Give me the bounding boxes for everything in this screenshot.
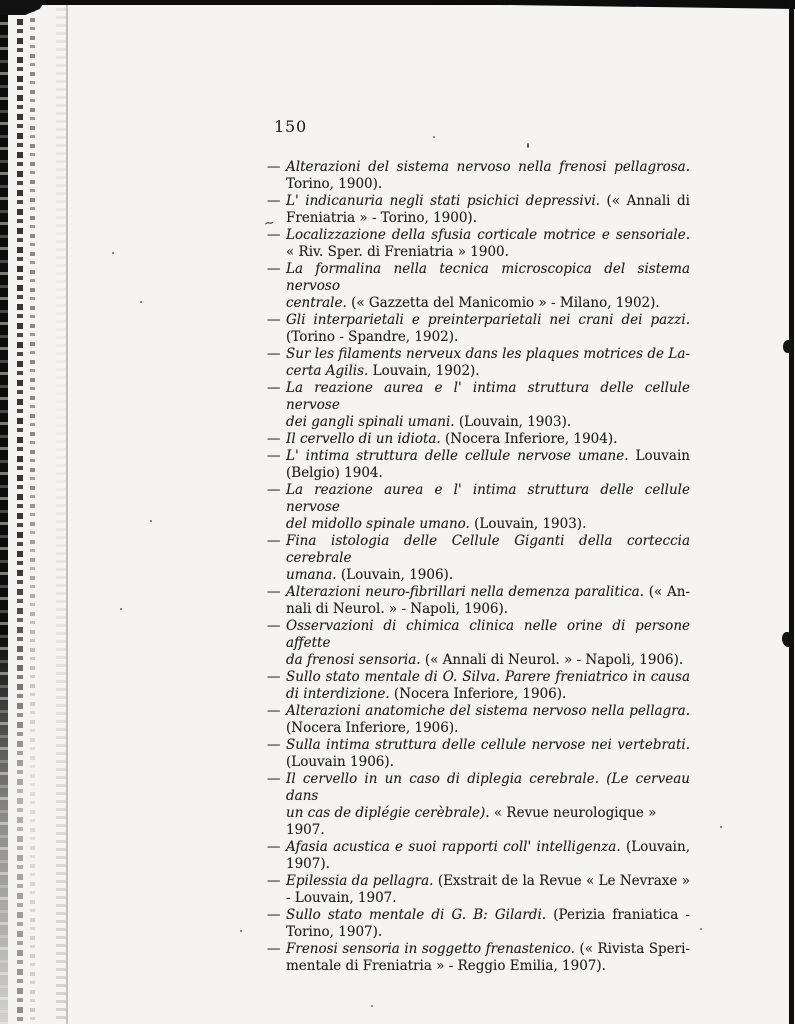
entry-line: [267, 686, 690, 703]
entry-dash-glyph: —: [267, 771, 281, 787]
entry-title-text: Afasia acustica e suoi rapporti coll' intelligenza.: [286, 839, 626, 855]
bibliography-entry: [267, 907, 690, 941]
bibliography-entry: [267, 227, 690, 261]
entry-line: [267, 618, 690, 652]
entry-line: [267, 601, 690, 618]
bibliography-entry: [267, 669, 690, 703]
entry-line: [267, 346, 690, 363]
entry-publication-text: (Nocera Inferiore, 1906).: [286, 720, 459, 736]
entry-line: [267, 448, 690, 465]
entry-publication-text: (Torino - Spandre, 1902).: [286, 329, 459, 345]
entry-line: [267, 941, 690, 958]
entry-publication-text: Louvain: [635, 448, 690, 464]
entry-publication-text: (« Rivista Speri-: [579, 941, 690, 957]
entry-dash-glyph: —: [267, 448, 281, 464]
entry-publication-text: « Revue neurologique » 1907.: [286, 805, 657, 838]
bibliography-entry: [267, 618, 690, 669]
entry-line: [267, 193, 690, 210]
entry-title-text: La reazione aurea e l' intima struttura delle cellule nervose: [286, 380, 690, 413]
entry-publication-text: (Louvain, 1903).: [458, 414, 572, 430]
binding-streak: [30, 0, 35, 1024]
entry-title-text: L' intima struttura delle cellule nervose umane.: [286, 448, 636, 464]
entry-publication-text: (« Annali di: [606, 193, 690, 209]
entry-title-text: certa Agilis.: [286, 363, 373, 379]
entry-publication-text: (« Gazzetta del Manicomio » - Milano, 1902).: [351, 295, 660, 311]
entry-line: [267, 261, 690, 295]
entry-publication-text: (« An-: [648, 584, 690, 600]
entry-publication-text: Torino, 1907).: [286, 924, 383, 940]
entry-publication-text: nali di Neurol. » - Napoli, 1906).: [286, 601, 509, 617]
bibliography-entry: [267, 771, 690, 839]
entry-dash-glyph: —: [267, 703, 281, 719]
entry-publication-text: - Louvain, 1907.: [286, 890, 397, 906]
entry-dash-glyph: —: [267, 227, 281, 243]
entry-line: [267, 380, 690, 414]
entry-dash-glyph: —: [267, 737, 281, 753]
entry-dash-glyph: —: [267, 482, 281, 498]
entry-publication-text: Freniatria » - Torino, 1900).: [286, 210, 477, 226]
entry-line: [267, 312, 690, 329]
entry-dash-glyph: —: [267, 312, 281, 328]
entry-line: [267, 227, 690, 244]
entry-line: [267, 890, 690, 907]
entry-title-text: da frenosi sensoria.: [286, 652, 425, 668]
entry-line: [267, 516, 690, 533]
entry-title-text: Gli interparietali e preinterparietali nei crani dei pazzi.: [286, 312, 690, 328]
entry-title-text: Alterazioni neuro-fibrillari nella demenza paralitica.: [286, 584, 649, 600]
margin-mark: ~: [263, 215, 276, 232]
entry-title-text: centrale.: [286, 295, 352, 311]
entry-title-text: Il cervello in un caso di diplegia cerebrale. (Le cerveau dans: [286, 771, 690, 804]
bibliography-entry: [267, 346, 690, 380]
entry-line: [267, 329, 690, 346]
bibliography-entry: [267, 482, 690, 533]
entry-publication-text: (Perizia franiatica -: [553, 907, 690, 923]
entry-title-text: Alterazioni anatomiche del sistema nervoso nella pellagra.: [286, 703, 690, 719]
entry-title-text: un cas de diplégie cerèbrale).: [286, 805, 494, 821]
entry-title-text: Sullo stato mentale di G. B: Gilardi.: [286, 907, 554, 923]
entry-publication-text: Torino, 1900).: [286, 176, 383, 192]
entry-title-text: umana.: [286, 567, 341, 583]
entry-title-text: Alterazioni del sistema nervoso nella frenosi pellagrosa.: [286, 159, 690, 175]
page-edge-line: [66, 0, 68, 1024]
scan-speck: [700, 928, 702, 930]
entry-publication-text: « Riv. Sper. di Freniatria » 1900.: [286, 244, 509, 260]
entry-publication-text: (Louvain, 1903).: [474, 516, 587, 532]
bibliography-entry: [267, 703, 690, 737]
scan-edge-right: [789, 0, 794, 1024]
scan-speck: [140, 301, 142, 303]
entry-publication-text: mentale di Freniatria » - Reggio Emilia, 1907).: [286, 958, 606, 974]
entry-title-text: Il cervello di un idiota.: [286, 431, 446, 447]
entry-line: [267, 754, 690, 771]
scan-speck: [240, 930, 242, 932]
scan-edge-blob: [782, 632, 793, 647]
entry-line: [267, 414, 690, 431]
entry-title-text: di interdizione.: [286, 686, 394, 702]
entry-dash-glyph: —: [267, 941, 281, 957]
entry-publication-text: (Belgio) 1904.: [286, 465, 383, 481]
entry-line: [267, 363, 690, 380]
bibliography-entry: [267, 448, 690, 482]
entry-title-text: Localizzazione della sfusia corticale motrice e sensoriale.: [286, 227, 690, 243]
entry-line: [267, 567, 690, 584]
entry-publication-text: 1907).: [286, 856, 330, 872]
bibliography-list: [267, 159, 690, 975]
entry-title-text: Epilessia da pellagra.: [286, 873, 438, 889]
binding-streak: [0, 0, 8, 1024]
entry-line: [267, 737, 690, 754]
bibliography-entry: [267, 159, 690, 193]
bibliography-entry: [267, 312, 690, 346]
scan-speck: [371, 1005, 373, 1007]
entry-publication-text: (Louvain,: [625, 839, 690, 855]
entry-title-text: dei gangli spinali umani.: [286, 414, 459, 430]
entry-dash-glyph: —: [267, 618, 281, 634]
binding-streak: [56, 0, 66, 1024]
entry-title-text: Sulla intima struttura delle cellule nervose nei vertebrati.: [286, 737, 690, 753]
bibliography-entry: [267, 839, 690, 873]
entry-line: [267, 431, 690, 448]
entry-title-text: del midollo spinale umano.: [286, 516, 475, 532]
entry-publication-text: (Nocera Inferiore, 1904).: [445, 431, 618, 447]
bibliography-entry: [267, 380, 690, 431]
entry-title-text: La formalina nella tecnica microscopica del sistema nervoso: [286, 261, 690, 294]
entry-publication-text: (« Annali di Neurol. » - Napoli, 1906).: [424, 652, 684, 668]
entry-title-text: Frenosi sensoria in soggetto frenastenico.: [286, 941, 580, 957]
entry-line: [267, 465, 690, 482]
entry-dash-glyph: —: [267, 907, 281, 923]
entry-line: [267, 176, 690, 193]
entry-title-text: Osservazioni di chimica clinica nelle orine di persone affette: [286, 618, 690, 651]
binding-streak: [17, 0, 23, 1024]
entry-line: [267, 720, 690, 737]
entry-title-text: Sur les filaments nerveux dans les plaques motrices de La-: [286, 346, 690, 362]
entry-publication-text: (Louvain 1906).: [286, 754, 394, 770]
entry-line: [267, 907, 690, 924]
page-number: 150: [274, 117, 307, 136]
entry-dash-glyph: —: [267, 873, 281, 889]
entry-line: [267, 482, 690, 516]
entry-title-text: Sullo stato mentale di O. Silva. Parere freniatrico in causa: [286, 669, 690, 685]
bibliography-entry: [267, 533, 690, 584]
scan-edge-top-wedge: [435, 0, 795, 9]
binding-shadow: [0, 0, 70, 1024]
entry-line: [267, 839, 690, 856]
entry-dash-glyph: —: [267, 669, 281, 685]
entry-line: [267, 652, 690, 669]
entry-dash-glyph: —: [267, 346, 281, 362]
bibliography-entry: [267, 193, 690, 227]
entry-dash-glyph: —: [267, 261, 281, 277]
entry-dash-glyph: —: [267, 193, 281, 209]
entry-line: [267, 669, 690, 686]
entry-publication-text: (Nocera Inferiore, 1906).: [393, 686, 567, 702]
bibliography-entry: [267, 941, 690, 975]
entry-dash-glyph: —: [267, 533, 281, 549]
scan-speck: [527, 143, 529, 148]
entry-line: [267, 210, 690, 227]
entry-line: [267, 924, 690, 941]
bibliography-entry: [267, 431, 690, 448]
entry-title-text: La reazione aurea e l' intima struttura delle cellule nervose: [286, 482, 690, 515]
bibliography-entry: [267, 261, 690, 312]
entry-line: [267, 805, 690, 839]
bibliography-entry: [267, 737, 690, 771]
entry-line: [267, 856, 690, 873]
entry-publication-text: (Louvain, 1906).: [340, 567, 454, 583]
entry-title-text: Fina istologia delle Cellule Giganti della corteccia cerebrale: [286, 533, 690, 566]
scan-speck: [433, 136, 435, 138]
entry-dash-glyph: —: [267, 431, 281, 447]
entry-line: [267, 533, 690, 567]
entry-dash-glyph: —: [267, 380, 281, 396]
scan-speck: [150, 520, 152, 522]
bibliography-entry: [267, 584, 690, 618]
entry-dash-glyph: —: [267, 584, 281, 600]
bibliography-entry: [267, 873, 690, 907]
scan-speck: [112, 252, 114, 254]
entry-dash-glyph: —: [267, 839, 281, 855]
scan-speck: [120, 608, 122, 610]
entry-line: [267, 244, 690, 261]
entry-line: [267, 771, 690, 805]
scan-speck: [720, 826, 722, 828]
entry-line: [267, 873, 690, 890]
entry-line: [267, 584, 690, 601]
entry-line: [267, 159, 690, 176]
entry-publication-text: Louvain, 1902).: [372, 363, 480, 379]
entry-line: [267, 295, 690, 312]
entry-line: [267, 703, 690, 720]
entry-title-text: L' indicanuria negli stati psichici depressivi.: [286, 193, 607, 209]
entry-line: [267, 958, 690, 975]
entry-dash-glyph: —: [267, 159, 281, 175]
entry-publication-text: (Exstrait de la Revue « Le Nevraxe »: [437, 873, 690, 889]
